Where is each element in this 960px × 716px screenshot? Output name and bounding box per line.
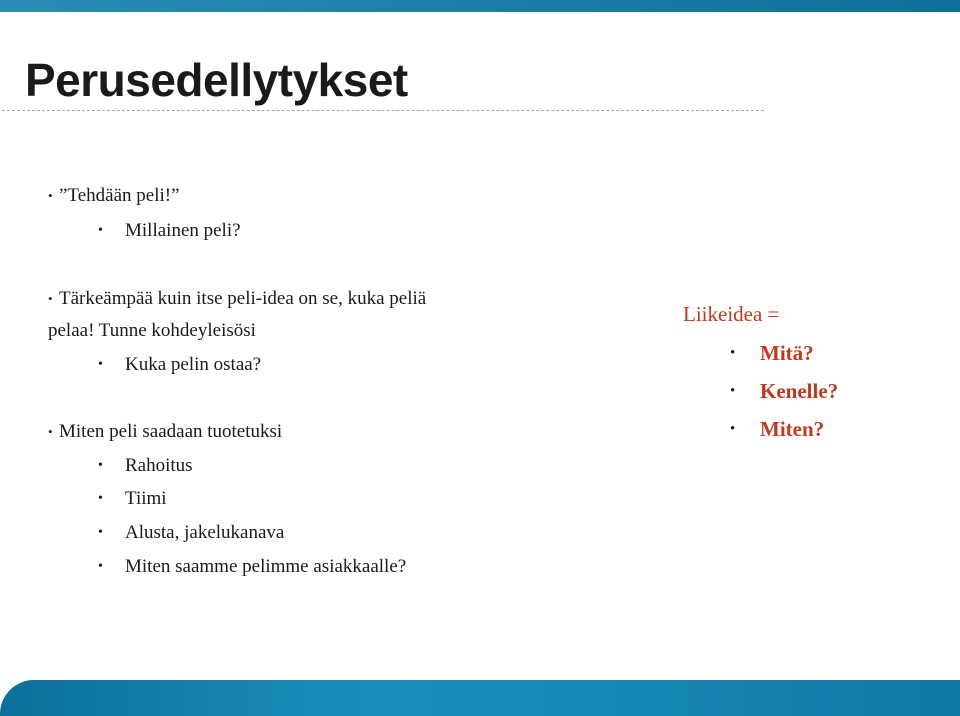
sub-bullet-millainen-peli <box>98 219 241 243</box>
bottom-accent-bar <box>0 680 960 716</box>
bullet-dot-icon: • <box>98 525 103 540</box>
liikeidea-item-miten <box>730 415 825 443</box>
bullet-tarkeampaa-line1: • Tärkeämpää kuin itse peli-idea on se, kuka peliä <box>59 287 426 311</box>
bullet-dot-icon: • <box>98 458 103 473</box>
sub-bullet-text: Miten saamme pelimme asiakkaalle? <box>125 556 407 577</box>
sub-bullet-text: Tiimi <box>125 488 167 509</box>
bullet-miten-tuotetuksi: • Miten peli saadaan tuotetuksi <box>59 420 282 444</box>
slide-title: Perusedellytykset <box>25 54 408 106</box>
liikeidea-item-mita <box>730 339 814 367</box>
sub-bullet-text: Kuka pelin ostaa? <box>125 354 262 375</box>
sub-bullet-text: Rahoitus <box>125 455 193 476</box>
sub-bullet-asiakkaalle <box>98 555 407 579</box>
sub-bullet-tiimi <box>98 487 167 511</box>
sub-bullet-rahoitus <box>98 454 193 478</box>
liikeidea-item-kenelle <box>730 377 839 405</box>
bullet-dot-icon: • <box>730 383 736 399</box>
sub-bullet-text: Alusta, jakelukanava <box>125 522 285 543</box>
liikeidea-item-text: Mitä? <box>760 341 814 365</box>
top-accent-bar <box>0 0 960 12</box>
bullet-dot-icon: • <box>98 357 103 372</box>
sub-bullet-text: Millainen peli? <box>125 220 241 241</box>
bullet-dot-icon: • <box>98 559 103 574</box>
bullet-tarkeampaa-line2: pelaa! Tunne kohdeyleisösi <box>48 320 256 341</box>
bullet-dot-icon: • <box>98 223 103 238</box>
liikeidea-heading: Liikeidea = <box>683 302 780 326</box>
sub-bullet-alusta <box>98 521 285 545</box>
bullet-dot-icon: • <box>730 421 736 437</box>
liikeidea-item-text: Kenelle? <box>760 379 839 403</box>
bullet-dot-icon: • <box>730 345 736 361</box>
sub-bullet-kuka-ostaa <box>98 353 262 377</box>
liikeidea-item-text: Miten? <box>760 417 825 441</box>
title-divider <box>2 110 764 111</box>
bullet-tehdaan-peli: • ”Tehdään peli!” <box>59 184 180 208</box>
bullet-dot-icon: • <box>98 491 103 506</box>
